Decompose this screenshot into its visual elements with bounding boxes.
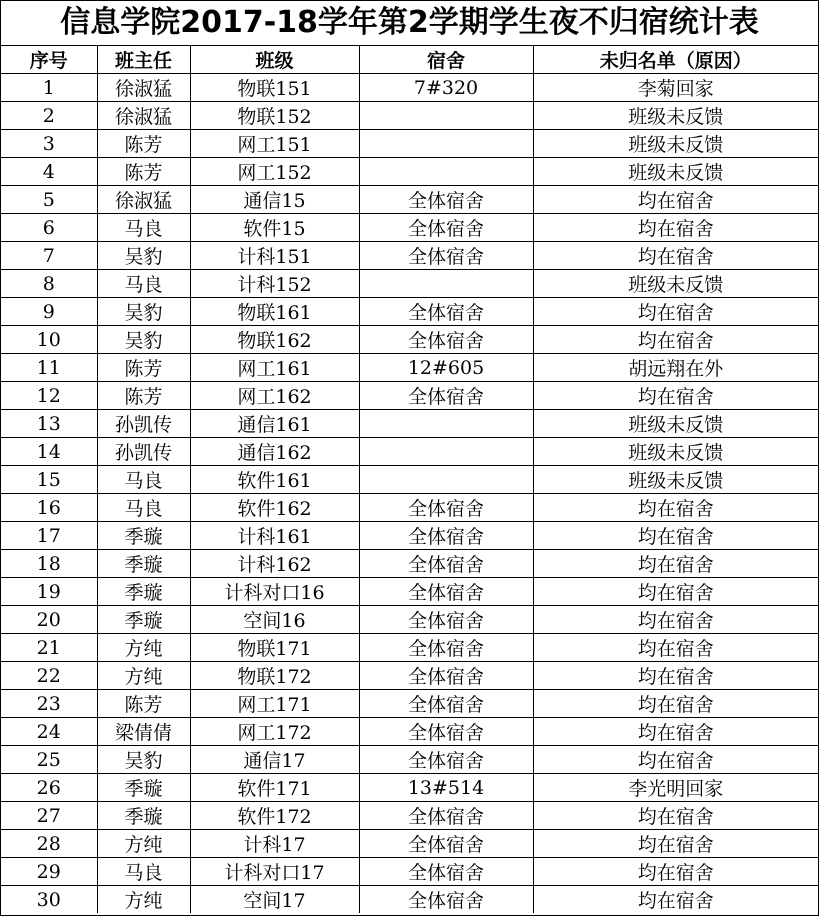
cell-teacher: 季璇 [97,550,190,578]
cell-index: 30 [1,886,97,914]
cell-absent-reason: 均在宿舍 [533,550,818,578]
header-row [1,46,818,74]
cell-index: 12 [1,382,97,410]
cell-absent-reason: 均在宿舍 [533,634,818,662]
cell-absent-reason: 均在宿舍 [533,746,818,774]
cell-index: 1 [1,74,97,102]
cell-teacher: 徐淑猛 [97,186,190,214]
cell-absent-reason: 班级未反馈 [533,466,818,494]
cell-absent-reason: 均在宿舍 [533,718,818,746]
cell-absent-reason: 均在宿舍 [533,382,818,410]
cell-absent-reason: 李光明回家 [533,774,818,802]
cell-class: 计科对口17 [190,858,359,886]
cell-dorm: 全体宿舍 [359,298,533,326]
table-row [1,774,818,802]
table-row [1,662,818,690]
cell-dorm [359,410,533,438]
cell-class: 网工172 [190,718,359,746]
cell-dorm: 13#514 [359,774,533,802]
cell-absent-reason: 均在宿舍 [533,662,818,690]
cell-index: 16 [1,494,97,522]
header-absent-list: 未归名单（原因） [533,46,818,74]
table-row [1,438,818,466]
cell-absent-reason: 均在宿舍 [533,606,818,634]
cell-dorm [359,270,533,298]
cell-index: 18 [1,550,97,578]
cell-class: 通信17 [190,746,359,774]
cell-absent-reason: 均在宿舍 [533,886,818,914]
cell-dorm [359,438,533,466]
cell-teacher: 季璇 [97,802,190,830]
cell-index: 27 [1,802,97,830]
cell-class: 网工161 [190,354,359,382]
cell-dorm: 7#320 [359,74,533,102]
cell-dorm: 全体宿舍 [359,382,533,410]
cell-dorm: 全体宿舍 [359,858,533,886]
cell-dorm: 全体宿舍 [359,746,533,774]
cell-teacher: 孙凯传 [97,438,190,466]
cell-teacher: 马良 [97,858,190,886]
cell-teacher: 方纯 [97,634,190,662]
cell-absent-reason: 均在宿舍 [533,242,818,270]
cell-dorm: 全体宿舍 [359,634,533,662]
cell-index: 19 [1,578,97,606]
cell-class: 软件161 [190,466,359,494]
header-dorm: 宿舍 [359,46,533,74]
cell-index: 2 [1,102,97,130]
cell-teacher: 孙凯传 [97,410,190,438]
cell-class: 软件15 [190,214,359,242]
cell-absent-reason: 均在宿舍 [533,802,818,830]
cell-absent-reason: 班级未反馈 [533,270,818,298]
cell-class: 计科对口16 [190,578,359,606]
table-row [1,466,818,494]
cell-index: 24 [1,718,97,746]
cell-index: 6 [1,214,97,242]
cell-absent-reason: 均在宿舍 [533,858,818,886]
header-index: 序号 [1,46,97,74]
cell-dorm: 全体宿舍 [359,494,533,522]
cell-index: 7 [1,242,97,270]
cell-dorm: 全体宿舍 [359,886,533,914]
cell-teacher: 陈芳 [97,354,190,382]
cell-dorm: 全体宿舍 [359,606,533,634]
cell-index: 4 [1,158,97,186]
cell-teacher: 季璇 [97,578,190,606]
cell-teacher: 方纯 [97,662,190,690]
cell-teacher: 马良 [97,214,190,242]
cell-index: 26 [1,774,97,802]
cell-dorm: 12#605 [359,354,533,382]
cell-absent-reason: 班级未反馈 [533,438,818,466]
cell-index: 15 [1,466,97,494]
cell-index: 3 [1,130,97,158]
cell-teacher: 吴豹 [97,326,190,354]
table-row [1,410,818,438]
cell-absent-reason: 班级未反馈 [533,158,818,186]
cell-class: 网工171 [190,690,359,718]
cell-index: 28 [1,830,97,858]
cell-absent-reason: 均在宿舍 [533,690,818,718]
cell-dorm: 全体宿舍 [359,186,533,214]
cell-class: 计科151 [190,242,359,270]
table-row [1,494,818,522]
cell-teacher: 吴豹 [97,298,190,326]
table-row [1,550,818,578]
cell-class: 网工151 [190,130,359,158]
cell-absent-reason: 班级未反馈 [533,130,818,158]
table-row [1,74,818,102]
cell-dorm: 全体宿舍 [359,578,533,606]
table-row [1,382,818,410]
table-row [1,186,818,214]
cell-teacher: 梁倩倩 [97,718,190,746]
cell-dorm: 全体宿舍 [359,830,533,858]
cell-class: 物联172 [190,662,359,690]
table-row [1,298,818,326]
table-row [1,354,818,382]
cell-class: 空间17 [190,886,359,914]
cell-absent-reason: 均在宿舍 [533,326,818,354]
cell-class: 计科162 [190,550,359,578]
cell-index: 20 [1,606,97,634]
cell-index: 8 [1,270,97,298]
table-row [1,634,818,662]
cell-class: 计科17 [190,830,359,858]
cell-teacher: 马良 [97,466,190,494]
cell-class: 网工162 [190,382,359,410]
cell-index: 17 [1,522,97,550]
table-body [1,74,818,914]
cell-index: 22 [1,662,97,690]
cell-absent-reason: 李菊回家 [533,74,818,102]
cell-dorm: 全体宿舍 [359,662,533,690]
cell-class: 通信15 [190,186,359,214]
cell-absent-reason: 均在宿舍 [533,298,818,326]
cell-class: 计科161 [190,522,359,550]
table-row [1,214,818,242]
cell-dorm [359,158,533,186]
cell-teacher: 季璇 [97,606,190,634]
table-row [1,858,818,886]
table-row [1,130,818,158]
cell-dorm: 全体宿舍 [359,690,533,718]
cell-class: 物联152 [190,102,359,130]
cell-absent-reason: 均在宿舍 [533,830,818,858]
cell-absent-reason: 均在宿舍 [533,522,818,550]
cell-teacher: 陈芳 [97,690,190,718]
cell-dorm: 全体宿舍 [359,522,533,550]
table-row [1,690,818,718]
cell-class: 物联161 [190,298,359,326]
cell-index: 11 [1,354,97,382]
cell-class: 通信161 [190,410,359,438]
cell-teacher: 季璇 [97,522,190,550]
cell-absent-reason: 均在宿舍 [533,214,818,242]
cell-absent-reason: 胡远翔在外 [533,354,818,382]
cell-absent-reason: 均在宿舍 [533,494,818,522]
table-row [1,522,818,550]
table-row [1,718,818,746]
table-row [1,886,818,914]
cell-teacher: 马良 [97,270,190,298]
cell-teacher: 方纯 [97,886,190,914]
cell-absent-reason: 班级未反馈 [533,410,818,438]
cell-class: 物联171 [190,634,359,662]
cell-class: 物联162 [190,326,359,354]
cell-class: 空间16 [190,606,359,634]
cell-class: 软件172 [190,802,359,830]
cell-class: 软件162 [190,494,359,522]
cell-teacher: 马良 [97,494,190,522]
header-class: 班级 [190,46,359,74]
cell-teacher: 吴豹 [97,746,190,774]
cell-absent-reason: 均在宿舍 [533,186,818,214]
table-row [1,242,818,270]
cell-class: 通信162 [190,438,359,466]
cell-class: 物联151 [190,74,359,102]
cell-class: 计科152 [190,270,359,298]
cell-teacher: 陈芳 [97,158,190,186]
dorm-absence-table [1,46,818,913]
table-row [1,578,818,606]
table-row [1,830,818,858]
cell-teacher: 徐淑猛 [97,74,190,102]
cell-dorm: 全体宿舍 [359,242,533,270]
cell-dorm: 全体宿舍 [359,214,533,242]
cell-dorm [359,466,533,494]
table-row [1,606,818,634]
table-row [1,158,818,186]
cell-teacher: 方纯 [97,830,190,858]
cell-index: 10 [1,326,97,354]
table-row [1,326,818,354]
cell-class: 软件171 [190,774,359,802]
cell-class: 网工152 [190,158,359,186]
cell-index: 14 [1,438,97,466]
cell-index: 5 [1,186,97,214]
table-row [1,102,818,130]
table-row [1,270,818,298]
cell-teacher: 季璇 [97,774,190,802]
cell-index: 25 [1,746,97,774]
cell-index: 9 [1,298,97,326]
cell-absent-reason: 班级未反馈 [533,102,818,130]
cell-dorm [359,102,533,130]
cell-dorm [359,130,533,158]
cell-absent-reason: 均在宿舍 [533,578,818,606]
cell-teacher: 陈芳 [97,382,190,410]
cell-teacher: 陈芳 [97,130,190,158]
cell-index: 29 [1,858,97,886]
header-teacher: 班主任 [97,46,190,74]
cell-teacher: 徐淑猛 [97,102,190,130]
cell-index: 23 [1,690,97,718]
table-row [1,802,818,830]
cell-index: 13 [1,410,97,438]
cell-dorm: 全体宿舍 [359,718,533,746]
cell-dorm: 全体宿舍 [359,326,533,354]
table-title: 信息学院2017-18学年第2学期学生夜不归宿统计表 [1,1,818,46]
cell-teacher: 吴豹 [97,242,190,270]
cell-dorm: 全体宿舍 [359,802,533,830]
cell-dorm: 全体宿舍 [359,550,533,578]
table-row [1,746,818,774]
cell-index: 21 [1,634,97,662]
